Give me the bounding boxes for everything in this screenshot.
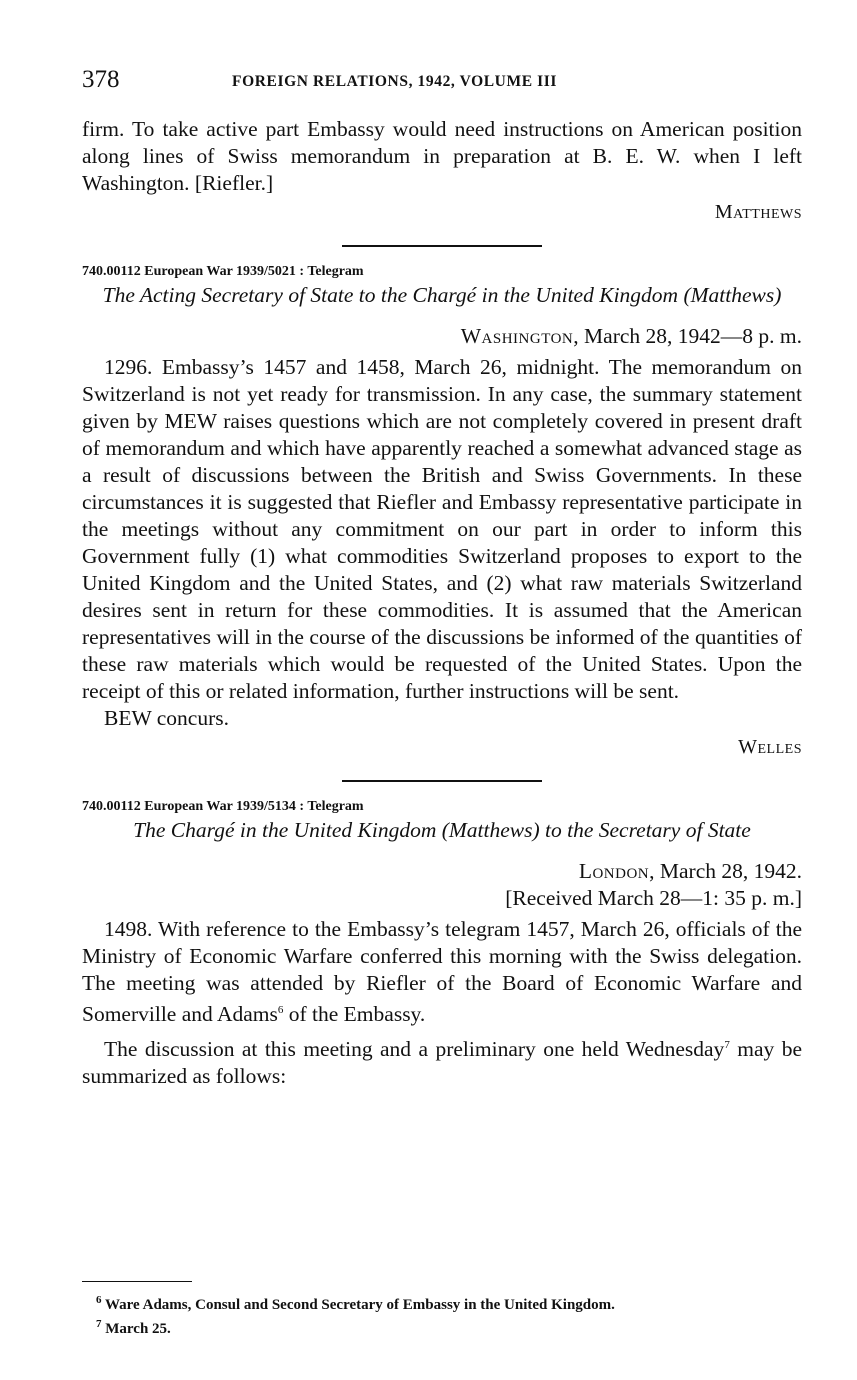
received-line: [Received March 28—1: 35 p. m.] xyxy=(505,886,802,910)
footnotes xyxy=(96,1291,802,1339)
running-title: FOREIGN RELATIONS, 1942, VOLUME III xyxy=(232,73,557,90)
signature-welles: Welles xyxy=(738,736,802,758)
telegram-paragraph: 1498. With reference to the Embassy’s telegram 1457, March 26, officials of the Ministry of Economic Warfare conferred this morning with the Swiss delegation. The meeting was attended by Riefler of the Board of Economic Warfare and Somerville and Adams$^6$ of the Embassy. xyxy=(82,917,802,1027)
date-time: , March 28, 1942—8 p. m. xyxy=(573,324,802,348)
document-title: The Acting Secretary of State to the Chargé in the United Kingdom (Matthews) xyxy=(102,283,782,307)
telegram-paragraph: 1296. Embassy’s 1457 and 1458, March 26, midnight. The memorandum on Switzerland is not yet ready for transmission. In any case, the summary statement given by MEW raises questions which are not completely covered in present draft of memorandum and which have apparently reached a somewhat advanced stage as a result of discussions between the British and Swiss Governments. In these circumstances it is suggested that Riefler and Embassy representative participate in the meetings without any commitment on our part in order to inform this Government fully (1) what commodities Switzerland proposes to export to the United Kingdom and the United States, and (2) what raw materials Switzerland desires sent in return for these commodities. It is assumed that the American representatives will in the course of the discussions be informed of the quantities of these raw materials which would be requested of the United States. Upon the receipt of this or related information, further instructions will be sent. xyxy=(82,355,802,703)
file-reference: 740.00112 European War 1939/5134 : Telegram xyxy=(82,799,364,814)
footnote: $^6$ Ware Adams, Consul and Second Secretary of Embassy in the United Kingdom. xyxy=(96,1294,615,1313)
place-date-line xyxy=(82,323,802,350)
signature-matthews: Matthews xyxy=(714,201,802,223)
place-date-line xyxy=(82,858,802,885)
footnote-ref[interactable]: 7 xyxy=(724,1039,730,1052)
concurrence-line: BEW concurs. xyxy=(104,706,229,730)
continuation-paragraph: firm. To take active part Embassy would need instructions on American position along lines of Swiss memorandum in preparation at B. E. W. when I left Washington. [Riefler.] xyxy=(82,117,802,195)
page-header xyxy=(82,66,802,100)
telegram-paragraph: The discussion at this meeting and a preliminary one held Wednesday$^7$ may be summarized as follows: xyxy=(82,1037,802,1089)
place-name: London xyxy=(578,859,650,883)
footnote-rule xyxy=(82,1281,192,1282)
date-time: , March 28, 1942. xyxy=(649,859,802,883)
page-body xyxy=(82,116,802,1090)
place-name: Washington xyxy=(460,324,574,348)
page-number: 378 xyxy=(82,66,120,93)
footnote: $^7$ March 25. xyxy=(96,1318,171,1337)
section-divider xyxy=(342,780,542,782)
file-reference: 740.00112 European War 1939/5021 : Telegram xyxy=(82,264,364,279)
footnote-ref[interactable]: 6 xyxy=(277,1004,284,1016)
document-title: The Chargé in the United Kingdom (Matthews) to the Secretary of State xyxy=(133,818,751,842)
section-divider xyxy=(342,245,542,247)
